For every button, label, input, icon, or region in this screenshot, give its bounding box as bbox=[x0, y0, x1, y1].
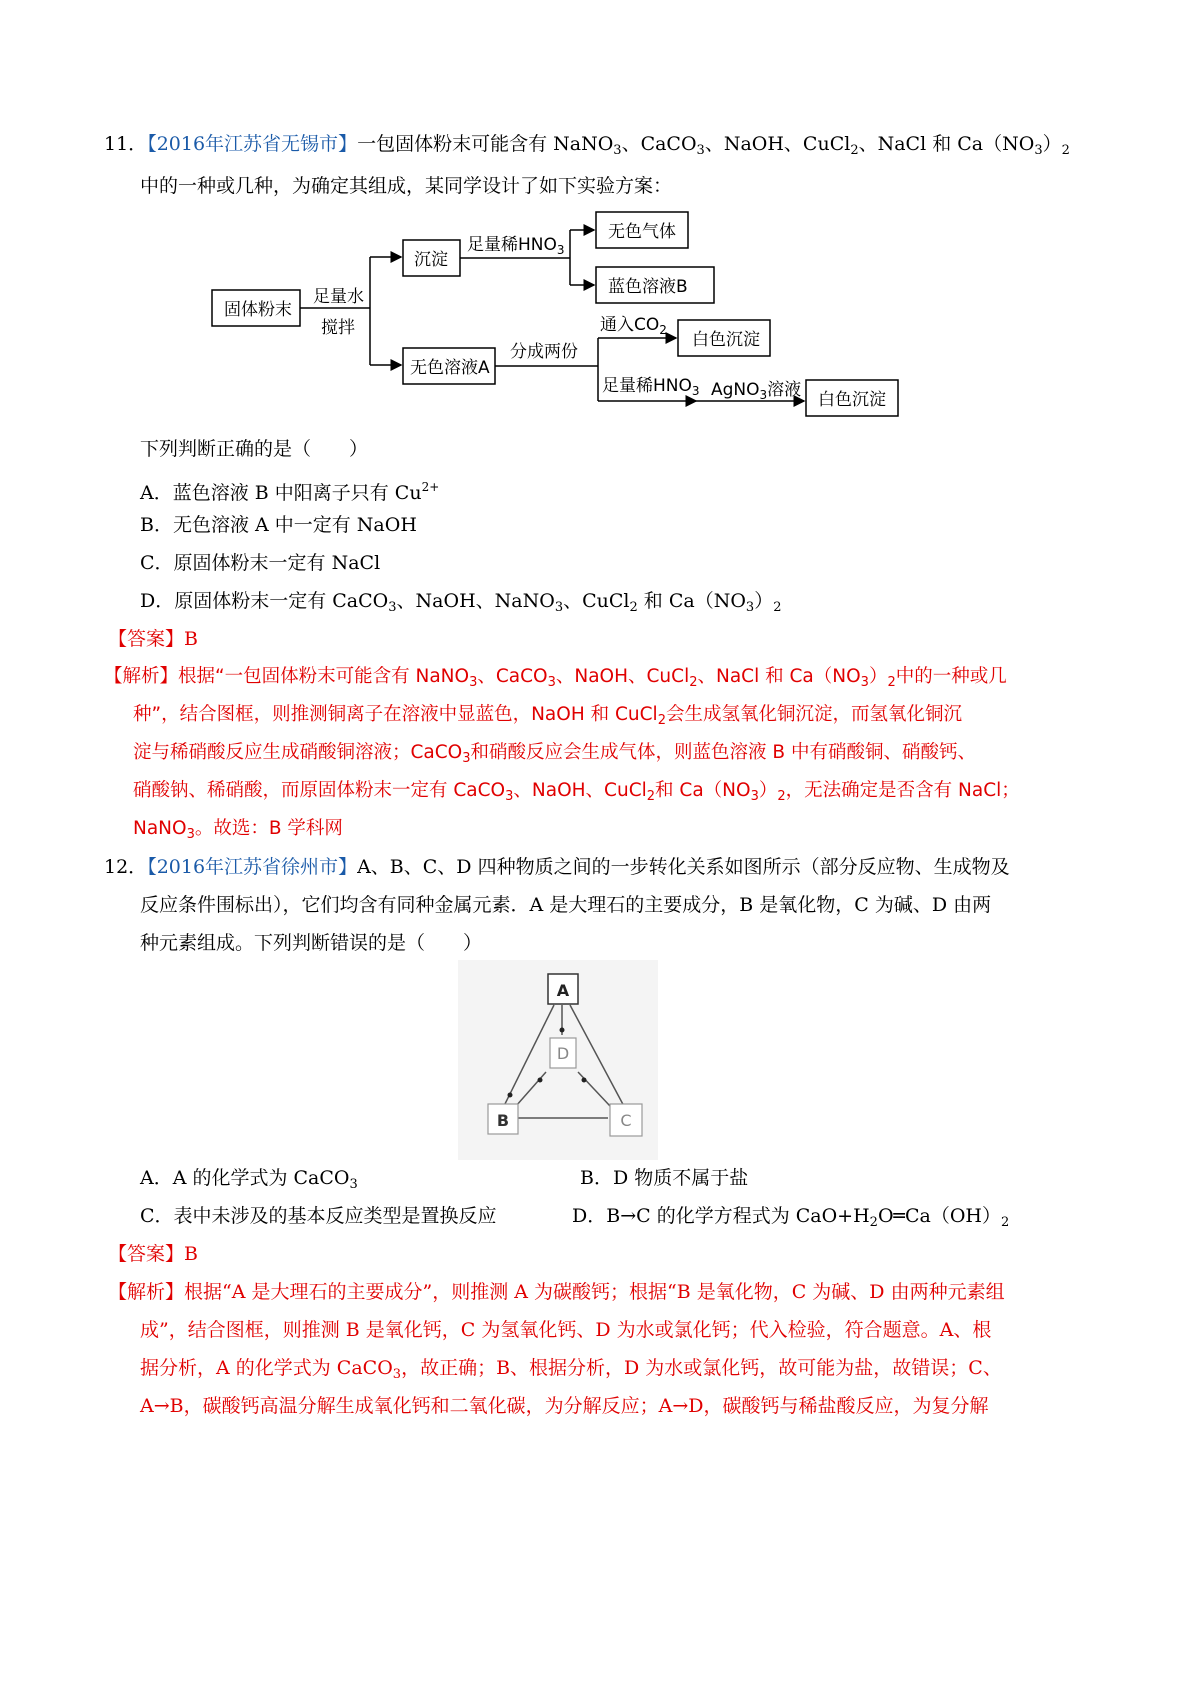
sub: 2 bbox=[657, 713, 666, 728]
sub: 2 bbox=[887, 675, 896, 690]
label-agno3 bbox=[711, 380, 801, 402]
analysis-label: 【解析】 bbox=[104, 666, 179, 687]
analysis-label: 【解析】 bbox=[108, 1281, 185, 1303]
t: 、CuCl bbox=[563, 590, 630, 612]
label-c: C bbox=[620, 1111, 632, 1130]
label-white2: 白色沉淀 bbox=[818, 390, 886, 410]
q11-stem-text: 、NaCl 和 Ca（NO bbox=[858, 133, 1035, 155]
t: ） bbox=[868, 666, 888, 687]
q12-stem-line3: 种元素组成。下列判断错误的是（ ） bbox=[140, 932, 483, 954]
sub: 3 bbox=[186, 827, 195, 842]
t: 。故选：B 学科网 bbox=[194, 818, 343, 839]
t: D．原固体粉末一定有 CaCO bbox=[140, 590, 389, 612]
sub: 2 bbox=[1000, 1215, 1010, 1230]
q11-analysis-line4 bbox=[133, 778, 1020, 810]
sub: 3 bbox=[392, 1367, 402, 1382]
q11-source: 2016年江苏省无锡市 bbox=[156, 133, 339, 155]
label-precip: 沉淀 bbox=[414, 250, 448, 270]
t: 和硝酸反应会生成气体，则蓝色溶液 B 中有硝酸铜、硝酸钙、 bbox=[470, 742, 976, 763]
q12-source: 2016年江苏省徐州市 bbox=[156, 856, 339, 878]
q11-analysis-line3 bbox=[133, 740, 976, 772]
label-hno3-top bbox=[467, 235, 565, 257]
q11-number: 11． bbox=[104, 133, 148, 155]
q12-analysis-line1 bbox=[108, 1279, 1005, 1305]
t: 2 bbox=[659, 323, 667, 337]
answer-value: B bbox=[184, 1243, 198, 1265]
q11-analysis-line2 bbox=[133, 702, 962, 734]
q11-stem-line1 bbox=[104, 131, 1070, 164]
t: 和 Ca（NO bbox=[655, 780, 751, 801]
sub: 3 bbox=[1034, 143, 1043, 158]
q11-stem-text: ） bbox=[1042, 133, 1062, 155]
label-co2 bbox=[600, 315, 667, 337]
sub: 2 bbox=[689, 675, 698, 690]
sup: 2+ bbox=[421, 480, 440, 494]
label-water2: 搅拌 bbox=[321, 318, 355, 338]
t: 根据“一包固体粉末可能含有 NaNO bbox=[178, 666, 470, 687]
q11-stem-text: 、CaCO bbox=[621, 133, 697, 155]
t: 据分析，A 的化学式为 CaCO bbox=[140, 1357, 393, 1379]
label-white1: 白色沉淀 bbox=[692, 330, 760, 350]
t: ） bbox=[758, 780, 778, 801]
sub: 3 bbox=[696, 143, 705, 158]
t: ，故正确；B、根据分析，D 为水或氯化钙，故可能为盐，故错误；C、 bbox=[401, 1357, 1002, 1379]
label-water1: 足量水 bbox=[313, 287, 364, 307]
t: NaNO bbox=[133, 818, 187, 839]
q12-source-close: 】 bbox=[338, 856, 358, 878]
label-split: 分成两份 bbox=[510, 342, 578, 362]
t: O═Ca（OH） bbox=[877, 1205, 1001, 1227]
t: 、NaOH、CuCl bbox=[555, 666, 690, 687]
sub: 2 bbox=[773, 600, 782, 615]
q11-flow-diagram bbox=[200, 205, 920, 430]
sub: 3 bbox=[745, 600, 755, 615]
t: 、CaCO bbox=[477, 666, 548, 687]
t: 3 bbox=[556, 243, 565, 257]
q12-analysis-line4: A→B，碳酸钙高温分解生成氧化钙和二氧化碳，为分解反应；A→D，碳酸钙与稀盐酸反应，为复分解 bbox=[140, 1395, 989, 1417]
q12-option-a bbox=[140, 1165, 358, 1198]
q11-analysis-line5 bbox=[133, 816, 343, 848]
q11-option-d bbox=[140, 588, 782, 621]
t: 中的一种或几 bbox=[895, 666, 1007, 687]
sub: 3 bbox=[554, 600, 564, 615]
t: AgNO bbox=[711, 380, 760, 400]
t: 根据“A 是大理石的主要成分”，则推测 A 为碳酸钙；根据“B 是氧化物，C 为碱、D 由两种元素组 bbox=[184, 1281, 1005, 1303]
t: 3 bbox=[759, 388, 768, 402]
t: 硝酸钠、稀硝酸，而原固体粉末一定有 CaCO bbox=[133, 780, 506, 801]
sub: 3 bbox=[462, 751, 471, 766]
t: 足量稀HNO bbox=[467, 235, 557, 255]
sub: 2 bbox=[629, 600, 638, 615]
t: 和 Ca（NO bbox=[637, 590, 746, 612]
sub: 3 bbox=[547, 675, 556, 690]
sub: 3 bbox=[613, 143, 622, 158]
t: A、B、C、D 四种物质之间的一步转化关系如图所示（部分反应物、生成物及 bbox=[357, 856, 1010, 878]
t: 3 bbox=[691, 384, 700, 398]
label-blue: 蓝色溶液B bbox=[608, 277, 688, 297]
sub: 2 bbox=[1061, 143, 1070, 158]
label-hno3-bot bbox=[602, 376, 700, 398]
t: 种”，结合图框，则推测铜离子在溶液中显蓝色，NaOH 和 CuCl bbox=[133, 704, 658, 725]
t: 淀与稀硝酸反应生成硝酸铜溶液；CaCO bbox=[133, 742, 463, 763]
label-solid: 固体粉末 bbox=[224, 300, 292, 320]
q11-analysis-line1 bbox=[104, 664, 1007, 696]
t: 、NaOH、CuCl bbox=[513, 780, 647, 801]
q12-answer bbox=[108, 1241, 198, 1267]
answer-value: B bbox=[184, 628, 198, 650]
q11-option-b: B．无色溶液 A 中一定有 NaOH bbox=[140, 514, 417, 536]
answer-label: 【答案】 bbox=[108, 628, 185, 650]
sub: 3 bbox=[860, 675, 869, 690]
label-b: B bbox=[496, 1111, 510, 1130]
answer-label: 【答案】 bbox=[108, 1243, 185, 1265]
q12-option-d bbox=[572, 1203, 1009, 1236]
t: 通入CO bbox=[600, 315, 660, 335]
sub: 2 bbox=[850, 143, 859, 158]
t: 足量稀HNO bbox=[602, 376, 692, 396]
sub: 3 bbox=[349, 1177, 358, 1192]
label-d: D bbox=[556, 1044, 570, 1063]
label-gas: 无色气体 bbox=[608, 222, 676, 242]
q11-stem-text: 、NaOH、CuCl bbox=[704, 133, 851, 155]
q11-prompt: 下列判断正确的是（ ） bbox=[140, 438, 369, 460]
sub: 3 bbox=[469, 675, 478, 690]
t: 会生成氢氧化铜沉淀，而氢氧化铜沉 bbox=[665, 704, 962, 725]
label-a: A bbox=[556, 981, 570, 1000]
sub: 3 bbox=[505, 789, 514, 804]
q11-source-close: 】 bbox=[338, 133, 358, 155]
q12-stem-line1 bbox=[104, 854, 1010, 880]
t: 、NaCl 和 Ca（NO bbox=[697, 666, 861, 687]
q11-stem-text: 一包固体粉末可能含有 NaNO bbox=[357, 133, 614, 155]
q12-number: 12． bbox=[104, 856, 148, 878]
q12-source-open: 【 bbox=[147, 856, 157, 878]
t: ，无法确定是否含有 NaCl； bbox=[785, 780, 1020, 801]
sub: 2 bbox=[777, 789, 786, 804]
q11-answer bbox=[108, 626, 198, 652]
q11-option-c: C．原固体粉末一定有 NaCl bbox=[140, 552, 381, 574]
sub: 2 bbox=[869, 1215, 878, 1230]
q12-option-b: B．D 物质不属于盐 bbox=[580, 1167, 749, 1189]
q11-source-open: 【 bbox=[147, 133, 157, 155]
sub: 2 bbox=[646, 789, 656, 804]
q11-option-a bbox=[140, 474, 439, 506]
t: 、NaOH、NaNO bbox=[396, 590, 555, 612]
t: A．A 的化学式为 CaCO bbox=[140, 1167, 350, 1189]
t: ） bbox=[754, 590, 774, 612]
label-solA: 无色溶液A bbox=[410, 358, 490, 378]
q12-analysis-line3 bbox=[140, 1355, 1002, 1388]
sub: 3 bbox=[388, 600, 397, 615]
t: D．B→C 的化学方程式为 CaO+H bbox=[572, 1205, 870, 1227]
q12-option-c: C．表中未涉及的基本反应类型是置换反应 bbox=[140, 1205, 497, 1227]
q11-stem-line2: 中的一种或几种，为确定其组成，某同学设计了如下实验方案： bbox=[140, 175, 673, 197]
q12-analysis-line2: 成”，结合图框，则推测 B 是氧化钙，C 为氢氧化钙、D 为水或氯化钙；代入检验，符合题意。A、根 bbox=[140, 1319, 992, 1341]
q12-triangle-diagram bbox=[458, 960, 658, 1160]
q12-stem-line2: 反应条件围标出），它们均含有同种金属元素．A 是大理石的主要成分，B 是氧化物，C 为碱、D 由两 bbox=[140, 894, 992, 916]
sub: 3 bbox=[750, 789, 759, 804]
t: 溶液 bbox=[767, 380, 802, 400]
t: A．蓝色溶液 B 中阳离子只有 Cu bbox=[140, 482, 422, 504]
